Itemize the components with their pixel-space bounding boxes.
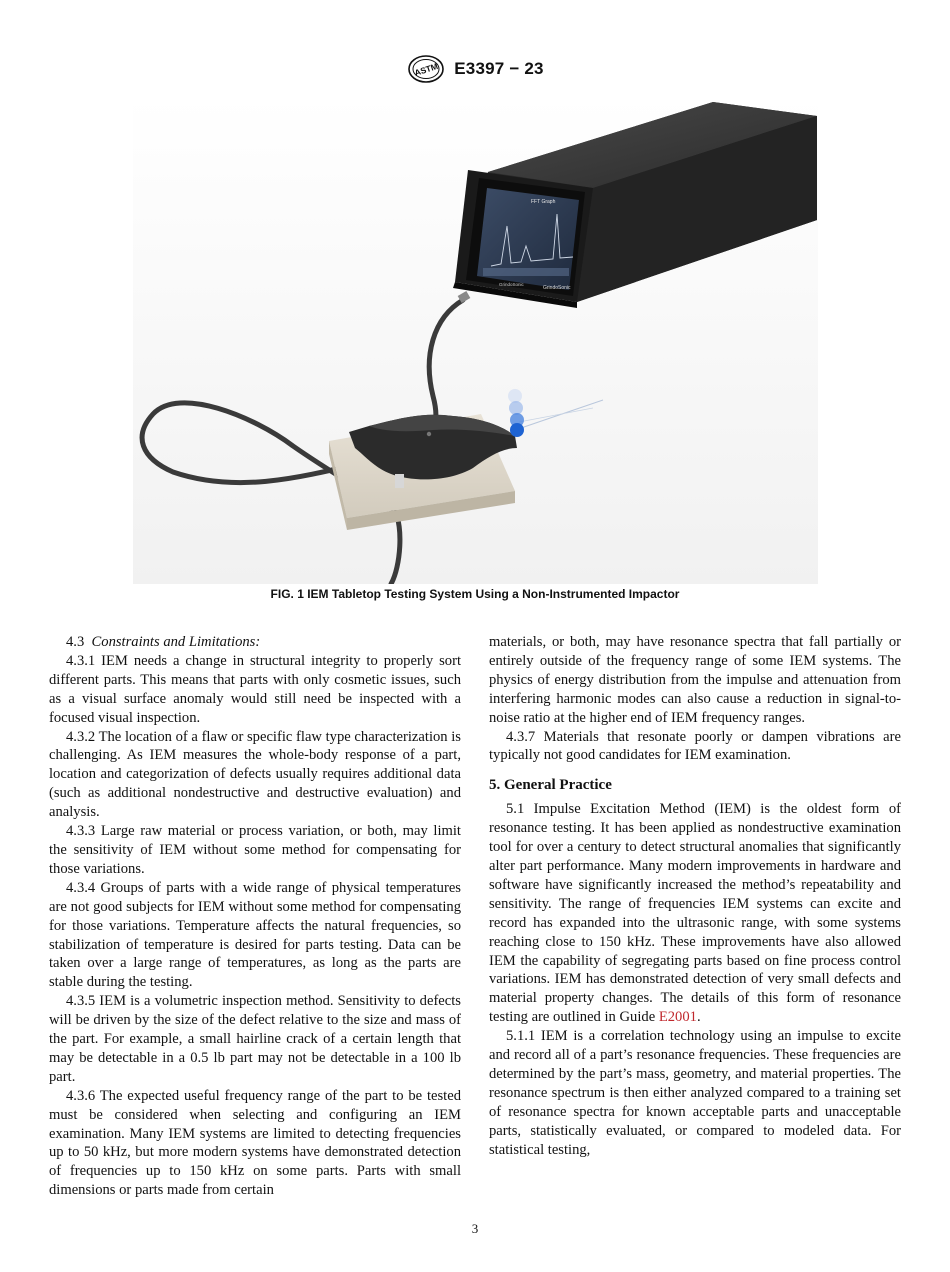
- sensor-plug: [395, 474, 404, 488]
- document-id: E3397 − 23: [454, 59, 544, 78]
- paragraph-4-3-1: 4.3.1 IEM needs a change in structural integrity to properly sort different parts. This means that parts with only cosmetic issues, such as a visual surface anomaly would still need be inspected with a focused visual inspection.: [49, 652, 461, 726]
- paragraph-4-3-6: 4.3.6 The expected useful frequency range of the part to be tested must be considered when selecting and configuring an IEM examination. Many IEM systems are limited to detecting frequencies up to 50 kHz, but more modern systems have demonstrated detection of frequencies up to 150 kHz on some parts. Parts with small dimensions or parts made from certain: [49, 1087, 461, 1199]
- iem-system-illustration: [133, 96, 818, 584]
- paragraph-4-3-7: 4.3.7 Materials that resonate poorly or dampen vibrations are typically not good candidates for IEM examination.: [489, 728, 901, 764]
- screen-brand-right: GrindoSonic: [543, 285, 571, 291]
- paragraph-4-3-2: 4.3.2 The location of a flaw or specific flaw type characterization is challenging. As IEM measures the whole-body response of a part, location and categorization of defects usually requires additional data (such as additional nondestructive and destructive evaluation) and analysis.: [49, 728, 461, 821]
- figure-image: [133, 96, 818, 584]
- paragraph-5-1-text: 5.1 Impulse Excitation Method (IEM) is the oldest form of resonance testing. It has been applied as nondestructive examination tool for over a century to detect structural anomalies that significantly alter part performance. Many modern improvements in hardware and software have significantly increased the method’s repeatability and sensitivity. The range of frequencies IEM systems can excite and record has expanded into the ultrasonic range, with some systems reaching close to 150 kHz. These improvements have also allowed IEM the capability of segregating parts based on fine process control variations. IEM has demonstrated detection of very small defects and material property changes. The details of this form of resonance testing are outlined in Guide: [489, 801, 901, 1026]
- paragraph-4-3: [49, 633, 461, 652]
- figure-caption: FIG. 1 IEM Tabletop Testing System Using a Non-Instrumented Impactor: [270, 587, 680, 601]
- paragraph-4-3-4: 4.3.4 Groups of parts with a wide range of physical temperatures are not good subjects for IEM without some method for compensating for those variations. Temperature affects the natural frequencies, so stabilization of temperature is desired for parts testing. Data can be taken over a large range of temperatures, as long as the parts are stable during the testing.: [49, 879, 461, 991]
- astm-logo-text: ASTM: [413, 60, 440, 78]
- section-heading: 5. General Practice: [489, 777, 612, 794]
- screen-brand-left: GrindoSonic: [499, 282, 524, 287]
- paragraph-4-3-3: 4.3.3 Large raw material or process variation, or both, may limit the sensitivity of IEM without some method for compensating for those variations.: [49, 823, 461, 877]
- section-title: Constraints and Limitations:: [91, 634, 261, 650]
- paragraph-4-3-6-continued: materials, or both, may have resonance spectra that fall partially or entirely outside of the frequency range of some IEM systems. The physics of energy distribution from the impulse and attenuation from interfering harmonic modes can also cause a reduction in signal-to-noise ratio at the higher end of IEM frequency ranges.: [489, 634, 901, 726]
- reference-link-e2001[interactable]: E2001: [658, 1009, 697, 1026]
- left-column: [49, 633, 461, 1200]
- astm-logo-icon: [406, 54, 446, 84]
- paragraph-5-1: [489, 800, 901, 1027]
- right-column: [489, 633, 901, 1159]
- paragraph-5-1-end: .: [696, 1009, 701, 1026]
- page-header: [0, 52, 950, 86]
- paragraph-5-1-1: 5.1.1 IEM is a correlation technology using an impulse to excite and record all of a part’s resonance frequencies. These frequencies are determined by the part’s mass, geometry, and material properties. The resonance spectrum is then either analyzed compared to a training set of resonance spectra for known acceptable parts and unacceptable parts, statistically evaluated, or compared to modeled data. For statistical testing,: [489, 1028, 901, 1158]
- screen-title: FFT Graph: [531, 199, 556, 205]
- page-number: 3: [471, 1221, 479, 1236]
- section-number: 4.3: [66, 634, 85, 650]
- paragraph-4-3-5: 4.3.5 IEM is a volumetric inspection method. Sensitivity to defects will be driven by the size of the defect relative to the size and mass of the part. For example, a small hairline crack of a certain length that may be detectable in a 0.5 lb part may not be detectable in a 100 lb part.: [49, 993, 461, 1085]
